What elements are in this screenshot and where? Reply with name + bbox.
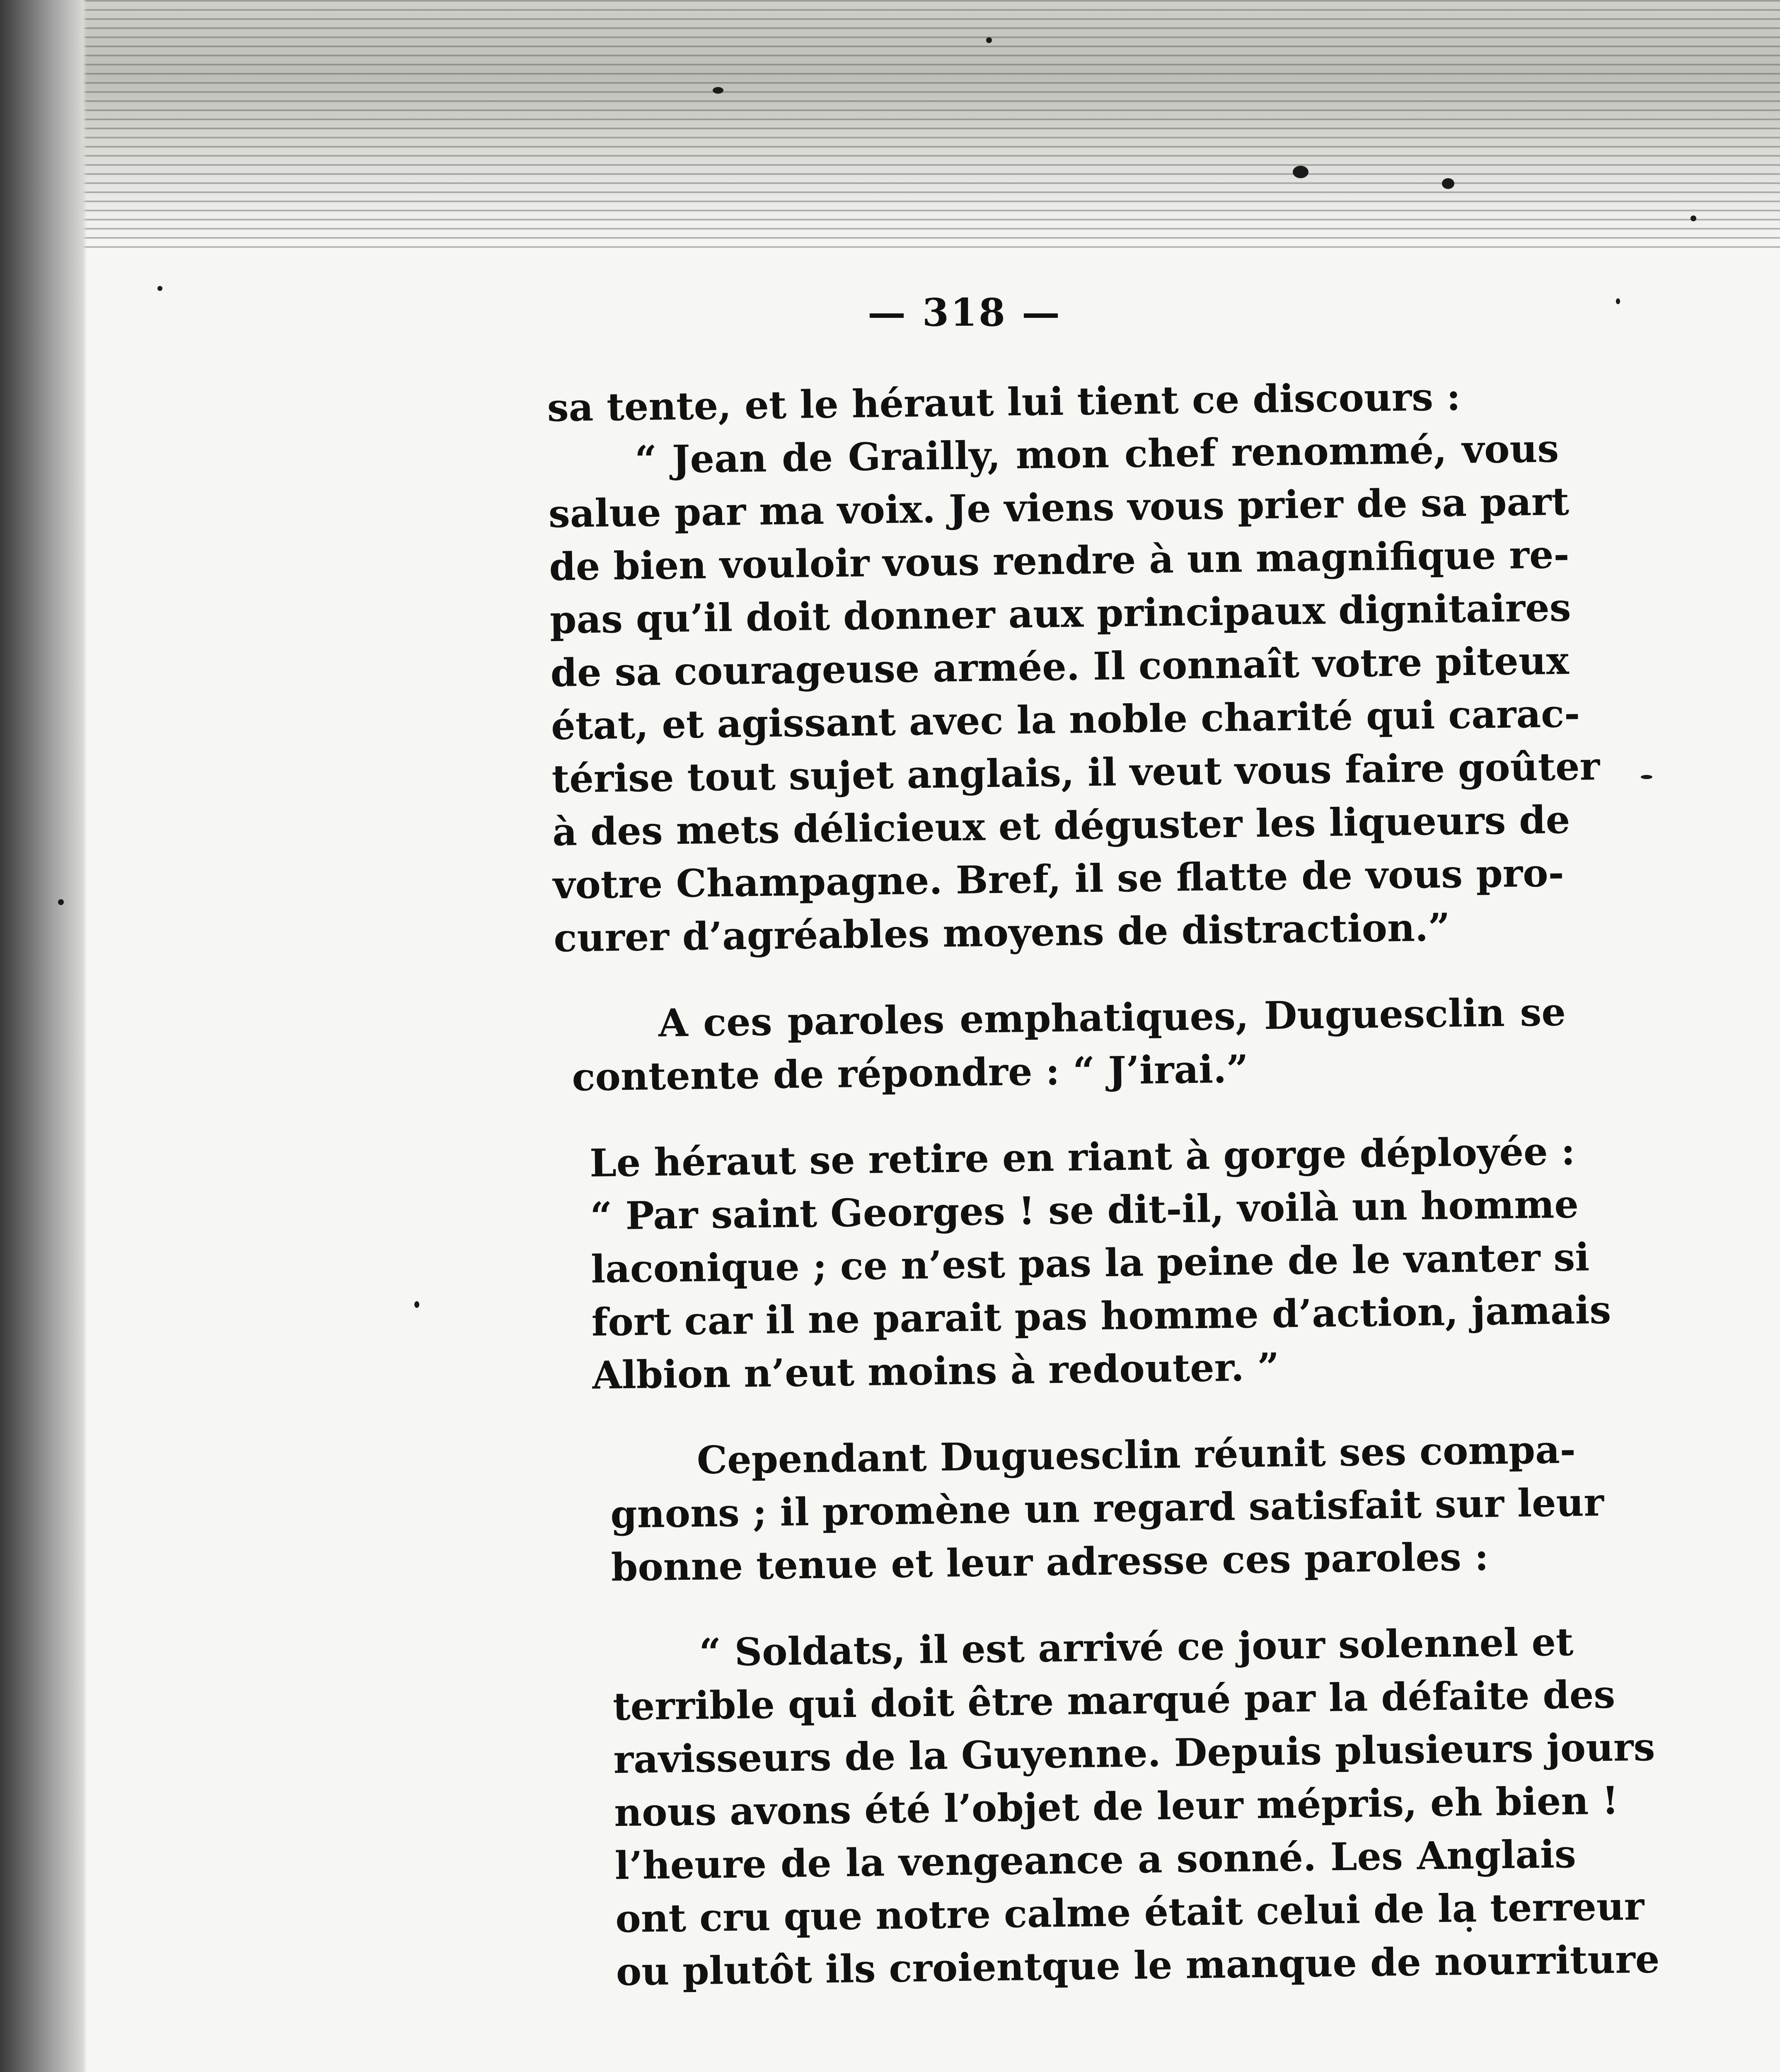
text-line: terrible qui doit être marqué par la défaite des xyxy=(612,1672,1616,1729)
binding-shadow xyxy=(0,0,87,2072)
text-line: A ces paroles emphatiques, Duguesclin se xyxy=(658,990,1566,1046)
text-line: état, et agissant avec la noble charité qui carac- xyxy=(551,691,1580,748)
text-line: laconique ; ce n’est pas la peine de le vanter si xyxy=(590,1234,1590,1292)
text-line: contente de répondre : “ J’irai.” xyxy=(571,1046,1249,1100)
text-line: l’heure de la vengeance a sonné. Les Anglais xyxy=(614,1831,1577,1888)
text-line: ont cru que notre calme était celui de la terreur xyxy=(615,1883,1645,1941)
text-line: “ Soldats, il est arrivé ce jour solennel et xyxy=(699,1619,1574,1675)
text-line: à des mets délicieux et déguster les liqueurs de xyxy=(552,797,1570,854)
paragraph xyxy=(612,1615,1660,1998)
text-line: gnons ; il promène un regard satisfait sur leur xyxy=(610,1480,1604,1537)
paragraph xyxy=(571,985,1567,1104)
text-line: ou plutôt ils croientque le manque de nourriture xyxy=(616,1936,1660,1995)
text-line: curer d’agréables moyens de distraction.” xyxy=(553,905,1451,961)
paragraph xyxy=(548,422,1600,965)
text-line: “ Par saint Georges ! se dit-il, voilà un homme xyxy=(590,1181,1579,1239)
paragraph xyxy=(609,1423,1604,1594)
text-line: salue par ma voix. Je viens vous prier de sa part xyxy=(548,479,1570,536)
scan-top-artifact xyxy=(0,0,1780,249)
text-line: votre Champagne. Bref, il se flatte de vous pro- xyxy=(553,850,1565,908)
text-line: “ Jean de Grailly, mon chef renommé, vous xyxy=(634,426,1559,482)
text-line: de sa courageuse armée. Il connaît votre piteux xyxy=(550,638,1570,695)
page-number: — 318 — xyxy=(867,290,1062,335)
text-line: Albion n’eut moins à redouter. ” xyxy=(592,1344,1280,1398)
text-line: Cependant Duguesclin réunit ses compa- xyxy=(697,1427,1576,1483)
text-line: Le héraut se retire en riant à gorge déployée : xyxy=(589,1128,1576,1186)
text-line: fort car il ne parait pas homme d’action, jamais xyxy=(591,1287,1611,1345)
paragraph xyxy=(589,1125,1611,1402)
text-line: nous avons été l’objet de leur mépris, eh bien ! xyxy=(614,1778,1619,1835)
text-line: sa tente, et le héraut lui tient ce discours : xyxy=(547,374,1461,430)
body-text xyxy=(547,369,1660,1999)
text-line: ravisseurs de la Guyenne. Depuis plusieurs jours xyxy=(613,1724,1655,1782)
text-line: bonne tenue et leur adresse ces paroles : xyxy=(611,1534,1489,1590)
text-line: de bien vouloir vous rendre à un magnifique re- xyxy=(549,532,1570,589)
text-line: térise tout sujet anglais, il veut vous faire goûter xyxy=(551,744,1600,801)
text-line: pas qu’il doit donner aux principaux dignitaires xyxy=(549,585,1572,642)
